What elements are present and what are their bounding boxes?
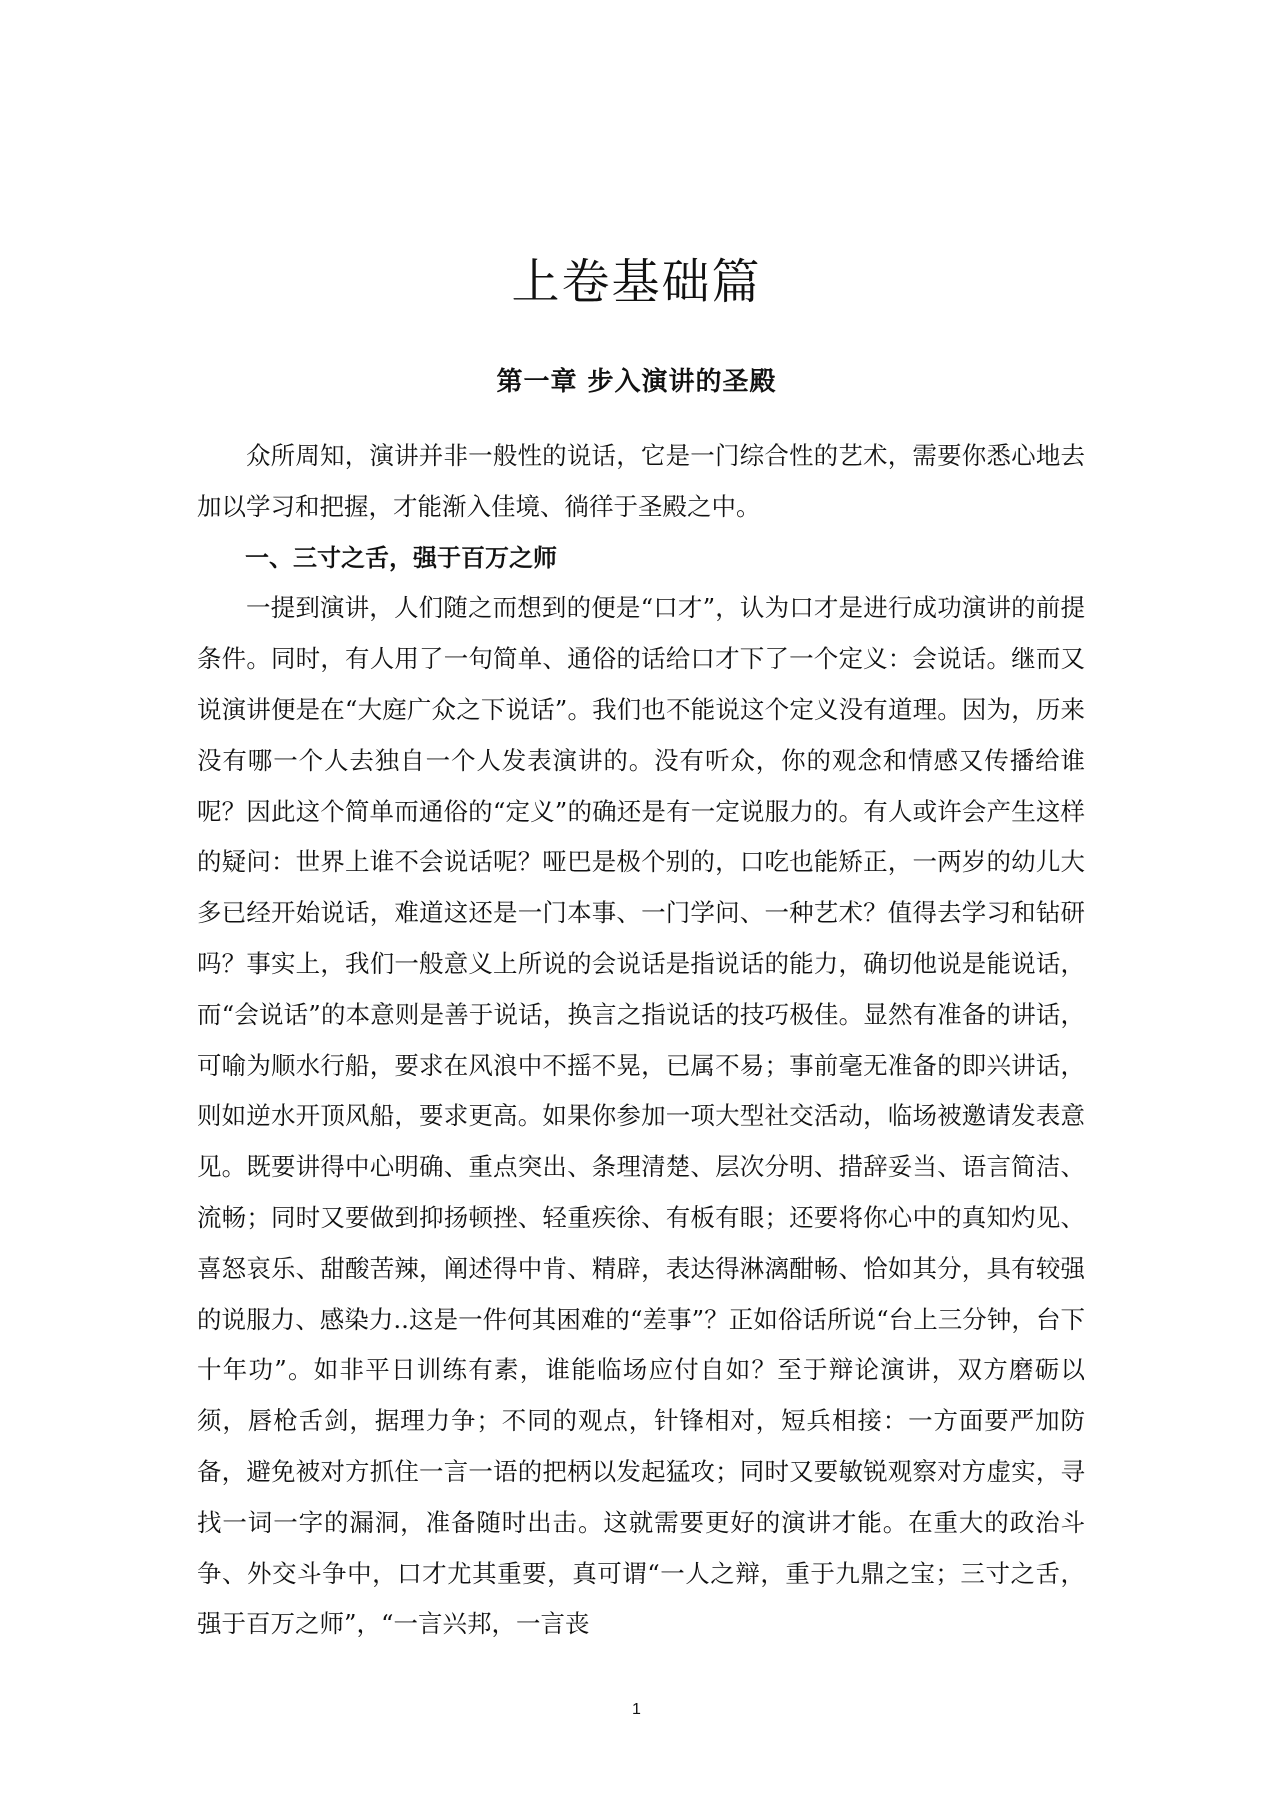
intro-paragraph: 众所周知，演讲并非一般性的说话，它是一门综合性的艺术，需要你悉心地去加以学习和把握，才能渐入佳境、徜徉于圣殿之中。 (197, 441, 1085, 521)
chapter-title: 第一章 步入演讲的圣殿 (496, 366, 777, 397)
document-body (197, 431, 1085, 1650)
body-paragraph: 一提到演讲，人们随之而想到的便是“口才”，认为口才是进行成功演讲的前提条件。同时，有人用了一句简单、通俗的话给口才下了一个定义：会说话。继而又说演讲便是在“大庭广众之下说话”。我们也不能说这个定义没有道理。因为，历来没有哪一个人去独自一个人发表演讲的。没有听众，你的观念和情感又传播给谁呢？因此这个简单而通俗的“定义”的确还是有一定说服力的。有人或许会产生这样的疑问：世界上谁不会说话呢？哑巴是极个别的，口吃也能矫正，一两岁的幼儿大多已经开始说话，难道这还是一门本事、一门学问、一种艺术？值得去学习和钻研吗？事实上，我们一般意义上所说的会说话是指说话的能力，确切他说是能说话，而“会说话”的本意则是善于说话，换言之指说话的技巧极佳。显然有准备的讲话，可喻为顺水行船，要求在风浪中不摇不晃，已属不易；事前毫无准备的即兴讲话，则如逆水开顶风船，要求更高。如果你参加一项大型社交活动，临场被邀请发表意见。既要讲得中心明确、重点突出、条理清楚、层次分明、措辞妥当、语言简洁、流畅；同时又要做到抑扬顿挫、轻重疾徐、有板有眼；还要将你心中的真知灼见、喜怒哀乐、甜酸苦辣，阐述得中肯、精辟，表达得淋漓酣畅、恰如其分，具有较强的说服力、感染力..这是一件何其困难的“差事”？正如俗话所说“台上三分钟，台下十年功”。如非平日训练有素，谁能临场应付自如？至于辩论演讲，双方磨砺以须，唇枪舌剑，据理力争；不同的观点，针锋相对，短兵相接：一方面要严加防备，避免被对方抓住一言一语的把柄以发起猛攻；同时又要敏锐观察对方虚实，寻找一词一字的漏洞，准备随时出击。这就需要更好的演讲才能。在重大的政治斗争、外交斗争中，口才尤其重要，真可谓“一人之辩，重于九鼎之宝；三寸之舌，强于百万之师”，“一言兴邦，一言丧 (197, 593, 1085, 1639)
page-number: 1 (632, 1701, 641, 1718)
volume-title: 上卷基础篇 (511, 254, 762, 311)
section-heading: 一、三寸之舌，强于百万之师 (245, 543, 557, 572)
